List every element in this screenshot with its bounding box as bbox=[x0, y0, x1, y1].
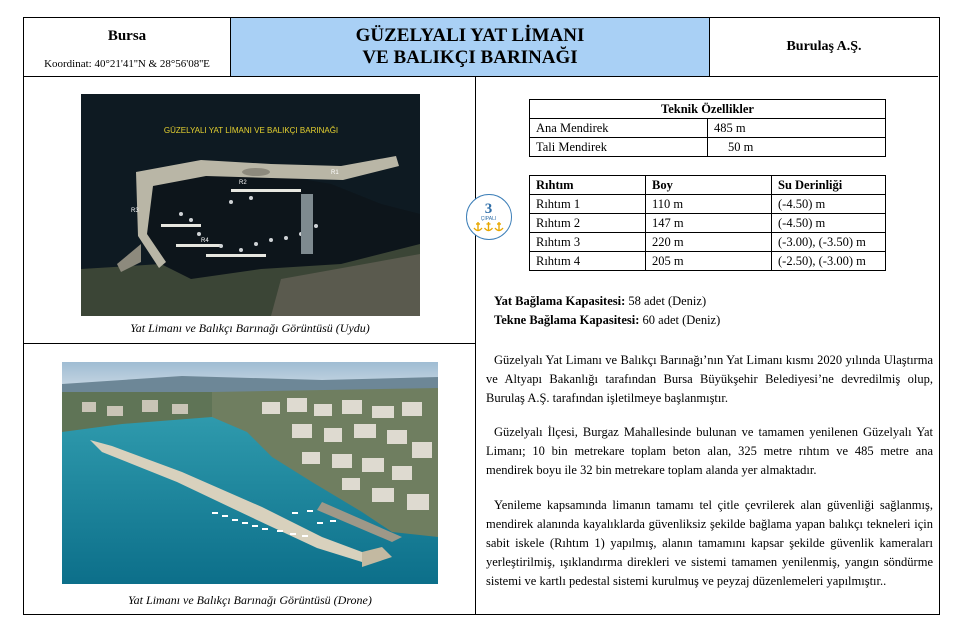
drone-image bbox=[62, 362, 438, 584]
paragraph-handover: Güzelyalı Yat Limanı ve Balıkçı Barınağı’nın Yat Limanı kısmı 2020 yılında Ulaştırma ve Altyapı Bakanlığı tarafından Bursa Büyükşehir Belediyesi’ne devredilmiş olup, Burulaş A.Ş. tarafından işletilmeye başlanmıştır. bbox=[486, 353, 933, 405]
paragraph-renovation: Yenileme kapsamında limanın tamamı tel çitle çevrilerek alan güvenliği sağlanmış, mendirek alanında kayalıklarda güvenliksiz şekilde bağlama yapan balıkçı tekneleri için sabit iskele (Rıhtım 1) yapılmış, alanın tamamını kapsar şekilde güvenlik kameraları yerleştirilmiş, ışıklandırma direkleri ve sistemi tamamen yenilenmiş, yangın söndürme sistemi ve kartlı pedestal sistemi kurulmuş ve peyzaj düzenlemeleri yapılmıştır.. bbox=[486, 498, 933, 588]
title-cell bbox=[231, 18, 709, 77]
paragraph-location: Güzelyalı İlçesi, Burgaz Mahallesinde bulunan ve tamamen yenilenen Güzelyalı Yat Limanı; 10 bin metrekare toplam beton alan, 325 metre rıhtım ve 485 metre ana mendirek boyu ile 32 bin metrekare toplam alanda yer almaktadır. bbox=[486, 425, 933, 477]
quay-name: Rıhtım 4 bbox=[530, 252, 646, 271]
label-r1: R1 bbox=[331, 170, 339, 176]
spec-label: Tali Mendirek bbox=[530, 138, 708, 157]
page-title-line-2: VE BALIKÇI BARINAĞI bbox=[362, 47, 578, 68]
quay-name: Rıhtım 1 bbox=[530, 195, 646, 214]
table-row bbox=[530, 138, 886, 157]
quay-depth: (-2.50), (-3.00) m bbox=[772, 252, 886, 271]
logo-number: 3 bbox=[484, 201, 493, 217]
spec-value: 50 m bbox=[708, 138, 886, 157]
page-title-line-1: GÜZELYALI YAT LİMANI bbox=[355, 25, 585, 46]
yacht-capacity-value: 58 adet (Deniz) bbox=[628, 294, 707, 308]
satellite-caption: Yat Limanı ve Balıkçı Barınağı Görüntüsü (Uydu) bbox=[130, 321, 370, 335]
satellite-overlay-title: GÜZELYALI YAT LİMANI VE BALIKÇI BARINAĞI bbox=[163, 126, 339, 135]
uc-cipali-logo bbox=[466, 194, 512, 240]
boat-capacity bbox=[494, 313, 720, 328]
table-row bbox=[530, 233, 886, 252]
technical-specs-table bbox=[529, 99, 886, 157]
anchor-icon bbox=[467, 195, 510, 238]
quay-table bbox=[529, 175, 886, 271]
quay-name: Rıhtım 2 bbox=[530, 214, 646, 233]
location-cell bbox=[24, 18, 231, 77]
label-r4: R4 bbox=[201, 238, 209, 244]
quay-depth: (-3.00), (-3.50) m bbox=[772, 233, 886, 252]
logo-text: ÇIPALI bbox=[480, 216, 497, 222]
yacht-capacity-label: Yat Bağlama Kapasitesi: bbox=[494, 294, 626, 308]
city-name: Bursa bbox=[107, 28, 147, 44]
quay-name: Rıhtım 3 bbox=[530, 233, 646, 252]
quay-length: 147 m bbox=[646, 214, 772, 233]
drone-caption: Yat Limanı ve Balıkçı Barınağı Görüntüsü (Drone) bbox=[128, 593, 372, 607]
table-row bbox=[530, 119, 886, 138]
boat-capacity-value: 60 adet (Deniz) bbox=[642, 313, 721, 327]
quay-length: 110 m bbox=[646, 195, 772, 214]
label-r2: R2 bbox=[239, 180, 247, 186]
satellite-image-art bbox=[81, 94, 420, 316]
quay-depth: (-4.50) m bbox=[772, 214, 886, 233]
fact-sheet bbox=[23, 17, 940, 615]
drone-image-art bbox=[62, 362, 438, 584]
image-column bbox=[24, 77, 476, 614]
quay-depth: (-4.50) m bbox=[772, 195, 886, 214]
col-header-depth: Su Derinliği bbox=[772, 176, 886, 195]
quay-length: 220 m bbox=[646, 233, 772, 252]
yacht-capacity bbox=[494, 294, 706, 309]
operator-name: Burulaş A.Ş. bbox=[709, 18, 938, 77]
table-header-row bbox=[530, 176, 886, 195]
panel-divider bbox=[24, 343, 476, 344]
boat-capacity-label: Tekne Bağlama Kapasitesi: bbox=[494, 313, 640, 327]
satellite-image bbox=[81, 94, 420, 316]
col-header-quay: Rıhtım bbox=[530, 176, 646, 195]
table-row bbox=[530, 195, 886, 214]
spec-value: 485 m bbox=[708, 119, 886, 138]
spec-label: Ana Mendirek bbox=[530, 119, 708, 138]
coordinates: Koordinat: 40°21'41''N & 28°56'08''E bbox=[44, 58, 210, 70]
technical-specs-title: Teknik Özellikler bbox=[530, 100, 886, 119]
table-row bbox=[530, 252, 886, 271]
table-row bbox=[530, 214, 886, 233]
label-r3: R3 bbox=[131, 208, 139, 214]
quay-length: 205 m bbox=[646, 252, 772, 271]
col-header-length: Boy bbox=[646, 176, 772, 195]
